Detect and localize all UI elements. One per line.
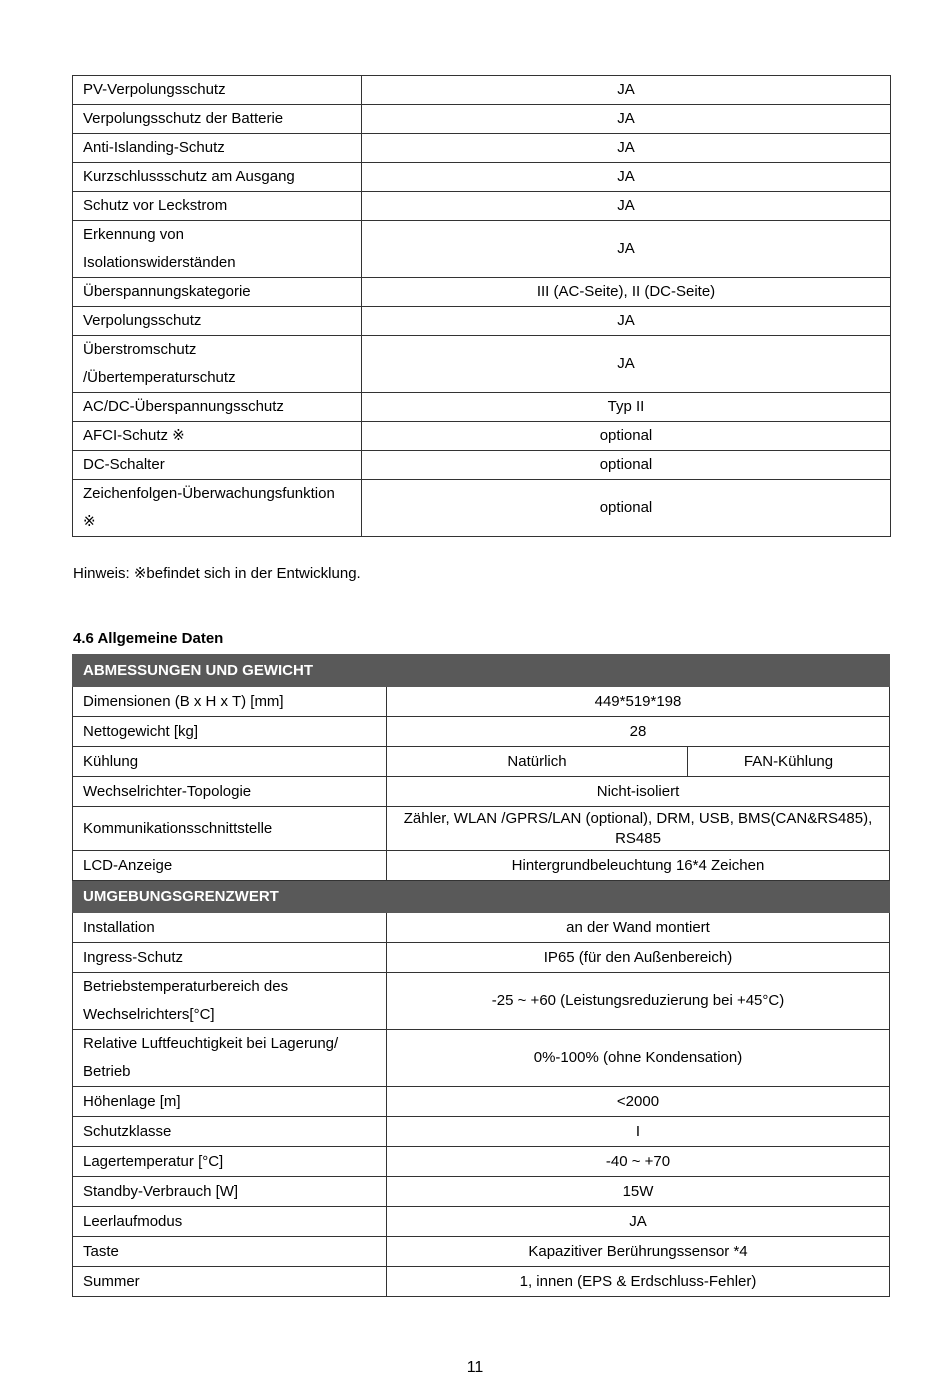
row-value: optional: [362, 451, 891, 480]
row-label: Relative Luftfeuchtigkeit bei Lagerung/ Betrieb: [73, 1030, 387, 1087]
row-label: Standby-Verbrauch [W]: [73, 1177, 387, 1207]
row-label: Leerlaufmodus: [73, 1207, 387, 1237]
row-label: Verpolungsschutz der Batterie: [73, 105, 362, 134]
table-row: [73, 747, 890, 777]
table-row: [73, 336, 891, 393]
row-label: Wechselrichter-Topologie: [73, 777, 387, 807]
row-value: JA: [362, 192, 891, 221]
table-row: [73, 851, 890, 881]
table-row: [73, 777, 890, 807]
table-row: [73, 1237, 890, 1267]
row-label: Ingress-Schutz: [73, 943, 387, 973]
row-label: Kurzschlussschutz am Ausgang: [73, 163, 362, 192]
row-label: Anti-Islanding-Schutz: [73, 134, 362, 163]
row-label: Überstromschutz /Übertemperaturschutz: [73, 336, 362, 393]
table-row: [73, 278, 891, 307]
row-value: JA: [362, 76, 891, 105]
row-value: optional: [362, 422, 891, 451]
row-value: Nicht-isoliert: [387, 777, 890, 807]
table-row: [73, 1030, 890, 1087]
row-label: AC/DC-Überspannungsschutz: [73, 393, 362, 422]
section-header-dimensions: ABMESSUNGEN UND GEWICHT: [73, 655, 890, 687]
table-row: [73, 163, 891, 192]
table-row: [73, 105, 891, 134]
row-label: Kommunikationsschnittstelle: [73, 807, 387, 851]
row-value: JA: [362, 105, 891, 134]
table-row: [73, 393, 891, 422]
table-row: [73, 422, 891, 451]
row-label: PV-Verpolungsschutz: [73, 76, 362, 105]
row-label: Betriebstemperaturbereich des Wechselrichters[°C]: [73, 973, 387, 1030]
table-row: [73, 807, 890, 851]
table-row: [73, 134, 891, 163]
row-value: -40 ~ +70: [387, 1147, 890, 1177]
row-value: JA: [362, 134, 891, 163]
row-value: Hintergrundbeleuchtung 16*4 Zeichen: [387, 851, 890, 881]
table-row: [73, 1087, 890, 1117]
row-value: Kapazitiver Berührungssensor *4: [387, 1237, 890, 1267]
row-value: Zähler, WLAN /GPRS/LAN (optional), DRM, USB, BMS(CAN&RS485), RS485: [387, 807, 890, 851]
table-row: [73, 307, 891, 336]
row-value: optional: [362, 480, 891, 537]
row-label: Schutzklasse: [73, 1117, 387, 1147]
table-row: [73, 1117, 890, 1147]
protection-table: [72, 75, 891, 537]
row-value: I: [387, 1117, 890, 1147]
table-row: [73, 451, 891, 480]
row-value: JA: [362, 221, 891, 278]
row-value: 0%-100% (ohne Kondensation): [387, 1030, 890, 1087]
row-value: 449*519*198: [387, 687, 890, 717]
table-row: [73, 1207, 890, 1237]
table-row: [73, 943, 890, 973]
development-note: Hinweis: ※befindet sich in der Entwicklung.: [73, 565, 361, 582]
table-row: [73, 717, 890, 747]
row-value: IP65 (für den Außenbereich): [387, 943, 890, 973]
row-label: Dimensionen (B x H x T) [mm]: [73, 687, 387, 717]
row-value: 15W: [387, 1177, 890, 1207]
section-title: 4.6 Allgemeine Daten: [73, 630, 224, 647]
row-value-natural: Natürlich: [387, 747, 688, 777]
table-row: [73, 76, 891, 105]
row-label: Höhenlage [m]: [73, 1087, 387, 1117]
row-label: Nettogewicht [kg]: [73, 717, 387, 747]
row-label: LCD-Anzeige: [73, 851, 387, 881]
row-label: Verpolungsschutz: [73, 307, 362, 336]
row-label: Erkennung von Isolationswiderständen: [73, 221, 362, 278]
row-value: 28: [387, 717, 890, 747]
row-label: AFCI-Schutz ※: [73, 422, 362, 451]
row-label: Kühlung: [73, 747, 387, 777]
row-value: JA: [362, 307, 891, 336]
table-row: [73, 1147, 890, 1177]
row-label: Installation: [73, 913, 387, 943]
row-label: Schutz vor Leckstrom: [73, 192, 362, 221]
row-value: JA: [362, 163, 891, 192]
row-value: -25 ~ +60 (Leistungsreduzierung bei +45°C): [387, 973, 890, 1030]
table-row: [73, 913, 890, 943]
page-number: 11: [466, 1359, 484, 1376]
table-row: [73, 1177, 890, 1207]
row-label: Zeichenfolgen-Überwachungsfunktion ※: [73, 480, 362, 537]
row-value: an der Wand montiert: [387, 913, 890, 943]
row-value: 1, innen (EPS & Erdschluss-Fehler): [387, 1267, 890, 1297]
table-header-row: [73, 655, 890, 687]
row-label: Summer: [73, 1267, 387, 1297]
table-row: [73, 192, 891, 221]
table-row: [73, 221, 891, 278]
table-row: [73, 973, 890, 1030]
row-label: Taste: [73, 1237, 387, 1267]
row-value: III (AC-Seite), II (DC-Seite): [362, 278, 891, 307]
table-header-row: [73, 881, 890, 913]
row-label: DC-Schalter: [73, 451, 362, 480]
row-value-fan: FAN-Kühlung: [688, 747, 890, 777]
row-label: Überspannungskategorie: [73, 278, 362, 307]
row-label: Lagertemperatur [°C]: [73, 1147, 387, 1177]
general-data-table: [72, 654, 890, 1297]
table-row: [73, 1267, 890, 1297]
row-value: Typ II: [362, 393, 891, 422]
section-header-environment: UMGEBUNGSGRENZWERT: [73, 881, 890, 913]
table-row: [73, 687, 890, 717]
row-value: JA: [387, 1207, 890, 1237]
row-value: <2000: [387, 1087, 890, 1117]
row-value: JA: [362, 336, 891, 393]
table-row: [73, 480, 891, 537]
